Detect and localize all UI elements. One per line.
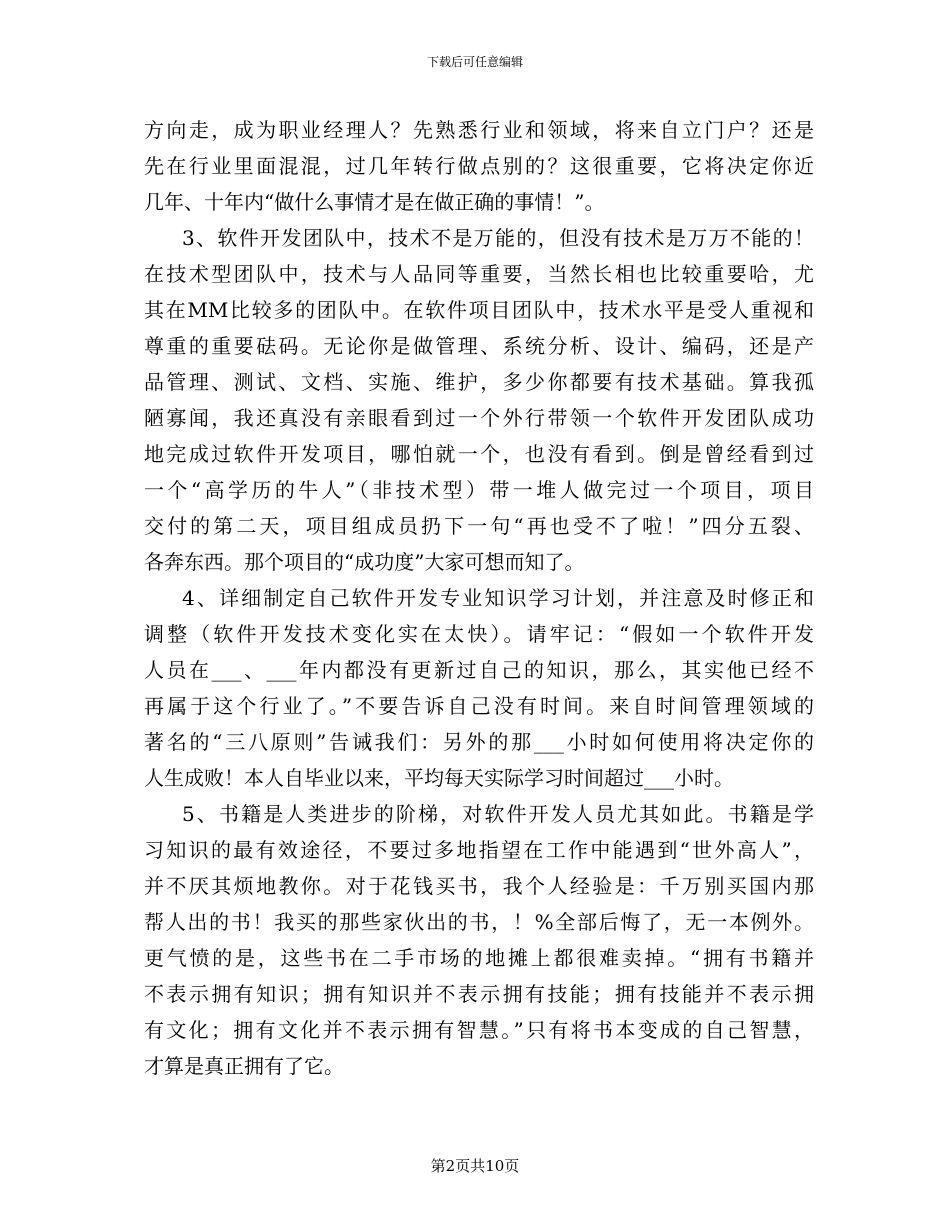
text-line: 地完成过软件开发项目，哪怕就一个，也没有看到。倒是曾经看到过 [144,442,814,466]
text-line: 各奔东西。那个项目的“成功度”大家可想而知了。 [144,550,585,574]
text-line: 一个“高学历的牛人”（非技术型）带一堆人做完过一个项目，项目 [144,478,814,502]
text-line: 其在MM比较多的团队中。在软件项目团队中，技术水平是受人重视和 [144,298,814,322]
text-line: 在技术型团队中，技术与人品同等重要，当然长相也比较重要哈，尤 [144,262,814,286]
text-line: 再属于这个行业了。”不要告诉自己没有时间。来自时间管理领域的 [144,694,814,718]
text-line: 几年、十年内“做什么事情才是在做正确的事情！”。 [144,190,605,214]
text-line: 4、详细制定自己软件开发专业知识学习计划，并注意及时修正和 [182,586,814,610]
paragraph-point-3 [144,220,814,580]
page-header [0,54,950,70]
paragraph-point-4 [144,580,814,796]
text-line: 3、软件开发团队中，技术不是万能的，但没有技术是万万不能的！ [182,226,814,250]
text-line: 并不厌其烦地教你。对于花钱买书，我个人经验是：千万别买国内那 [144,874,814,898]
page-number: 第2页共10页 [430,1157,520,1175]
paragraph-career-direction [144,112,814,220]
document-body [144,112,814,1084]
text-line: 尊重的重要砝码。无论你是做管理、系统分析、设计、编码，还是产 [144,334,814,358]
text-line: 著名的“三八原则”告诫我们：另外的那___小时如何使用将决定你的 [144,730,814,754]
text-line: 陋寡闻，我还真没有亲眼看到过一个外行带领一个软件开发团队成功 [144,406,814,430]
text-line: 不表示拥有知识；拥有知识并不表示拥有技能；拥有技能并不表示拥 [144,982,814,1006]
text-line: 习知识的最有效途径，不要过多地指望在工作中能遇到“世外高人”， [144,838,814,862]
text-line: 帮人出的书！我买的那些家伙出的书，！%全部后悔了，无一本例外。 [144,910,814,934]
text-line: 品管理、测试、文档、实施、维护，多少你都要有技术基础。算我孤 [144,370,814,394]
text-line: 更气愤的是，这些书在二手市场的地摊上都很难卖掉。“拥有书籍并 [144,946,814,970]
page-footer [0,1156,950,1176]
text-line: 才算是真正拥有了它。 [144,1054,344,1078]
text-line: 5、书籍是人类进步的阶梯，对软件开发人员尤其如此。书籍是学 [182,802,814,826]
paragraph-point-5 [144,796,814,1084]
text-line: 有文化；拥有文化并不表示拥有智慧。”只有将书本变成的自己智慧， [144,1018,814,1042]
text-line: 人生成败！本人自毕业以来，平均每天实际学习时间超过___小时。 [144,766,734,790]
text-line: 人员在___、___年内都没有更新过自己的知识，那么，其实他已经不 [144,658,814,682]
text-line: 交付的第二天，项目组成员扔下一句“再也受不了啦！”四分五裂、 [144,514,814,538]
text-line: 调整（软件开发技术变化实在太快）。请牢记：“假如一个软件开发 [144,622,814,646]
header-note: 下载后可任意编辑 [426,55,523,69]
text-line: 先在行业里面混混，过几年转行做点别的？这很重要，它将决定你近 [144,154,814,178]
text-line: 方向走，成为职业经理人？先熟悉行业和领域，将来自立门户？还是 [144,118,814,142]
